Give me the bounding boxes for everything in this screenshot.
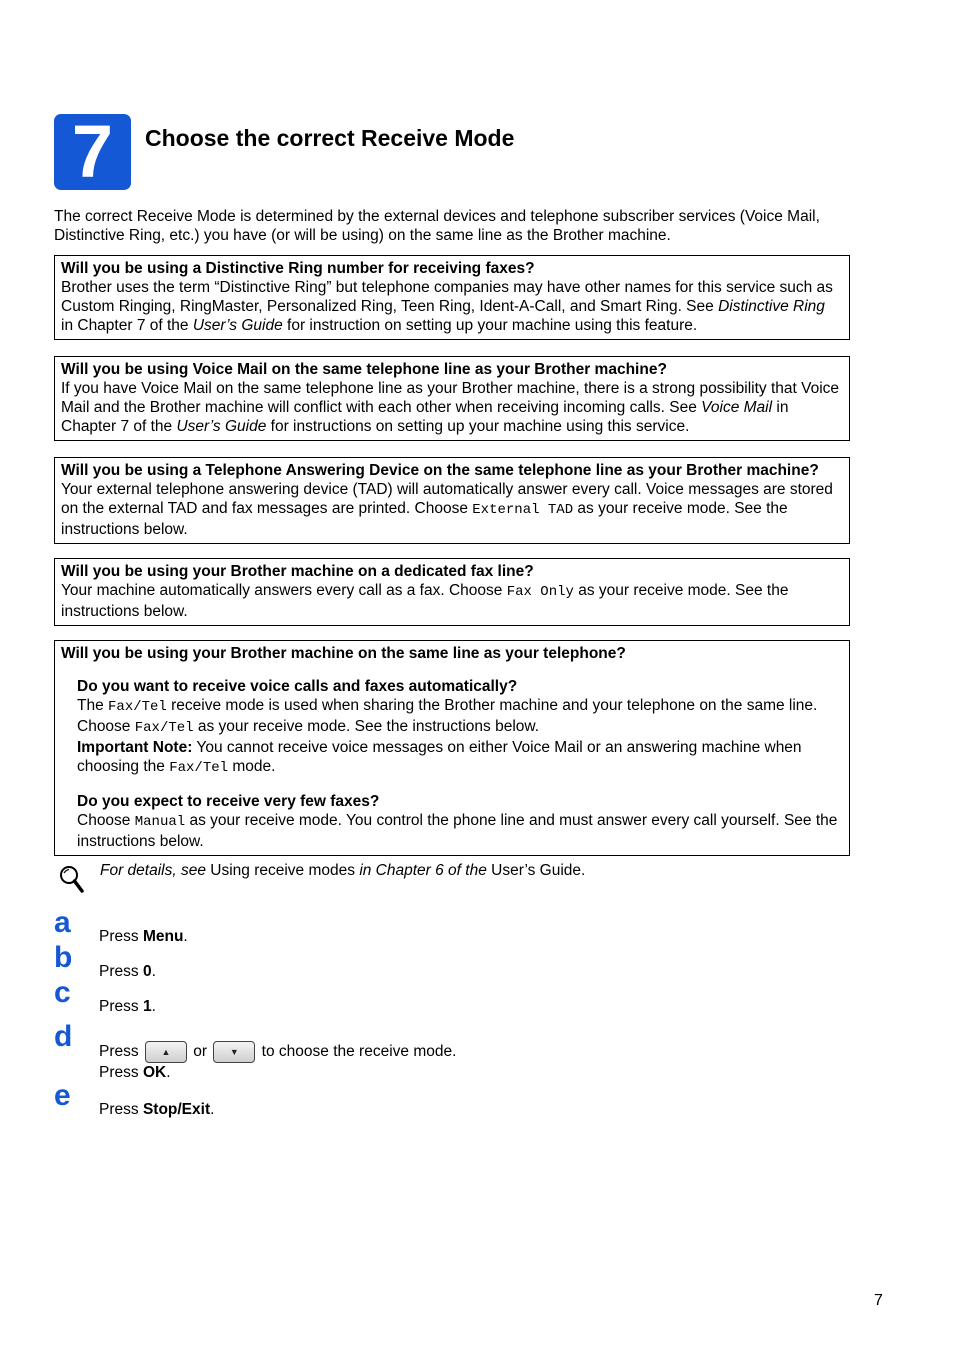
page-number: 7 [874,1292,883,1309]
text-run: Press [99,1064,143,1081]
reference-note-text [100,861,585,880]
dedicated-line-question: Will you be using your Brother machine on a dedicated fax line? [61,563,534,580]
mode-code: Fax Only [506,584,574,600]
intro-paragraph: The correct Receive Mode is determined by the external devices and telephone subscriber services (Voice Mail, Distinctive Ring, etc.) you have (or will be using) on the same line as the Brother machine. [54,208,820,244]
text-run: User’s Guide. [486,862,586,879]
text-run: . [151,963,156,980]
text-run: as your receive mode. See the instructions below. [193,718,540,735]
few-faxes-text [77,811,841,851]
auto-receive-text [77,696,841,738]
text-run: as your receive mode. You control the phone line and must answer every call yourself. See the instructions below. [77,812,838,850]
text-run-italic: User’s Guide [176,418,267,435]
text-run: Your external telephone answering device (TAD) will automatically answer every call. Voice messages are stored on the external TAD and fax messages are printed. Choose [61,481,833,517]
dedicated-line-box [54,558,850,626]
important-label: Important Note: [77,739,193,756]
text-run: You cannot receive voice messages on either Voice Mail or an answering machine when choosing the [77,739,802,775]
text-run: as your receive mode. See the instructions below. [61,582,789,620]
text-run: in Chapter 7 of the [61,317,193,334]
auto-receive-section [61,677,841,851]
step-text [99,1100,214,1119]
distinctive-ring-question: Will you be using a Distinctive Ring number for receiving faxes? [61,260,535,277]
text-run: . [210,1101,215,1118]
step-text [99,997,156,1016]
key-name: Menu [142,928,184,945]
step-text [99,927,188,946]
magnifier-icon [58,864,84,894]
step-number-badge: 7 [54,114,131,190]
text-run-italic: Distinctive Ring [718,298,825,315]
text-run: Brother uses the term “Distinctive Ring” but telephone companies may have other names for this service such as Custom Ringing, RingMaster, Personalized Ring, Teen Ring, Ident-A-Call, and Smart Ring. See [61,279,833,315]
distinctive-ring-text [61,278,841,335]
text-run-italic: User’s Guide [192,317,283,334]
tad-text [61,480,841,539]
mode-code: Fax/Tel [134,720,194,736]
text-run: Your machine automatically answers every call as a fax. Choose [61,582,507,599]
text-run: . [166,1064,171,1081]
text-run: The [77,697,109,714]
step-letter: c [54,976,71,1009]
text-run: Choose [77,812,135,829]
text-run: for instruction on setting up your machine using this feature. [282,317,698,334]
step-letter: e [54,1079,71,1112]
step-letter: b [54,941,73,974]
step-text [99,1041,456,1082]
text-run: receive mode is used when sharing the Brother machine and your telephone on the same line. Choose [77,697,818,735]
text-run-italic: in Chapter 6 of the [359,862,487,879]
step-letter: d [54,1020,73,1053]
mode-code: Manual [134,814,186,830]
text-run: for instructions on setting up your machine using this service. [266,418,690,435]
few-faxes-question: Do you expect to receive very few faxes? [77,793,380,810]
same-line-box [54,640,850,856]
voice-mail-text [61,379,841,436]
text-run: If you have Voice Mail on the same telephone line as your Brother machine, there is a strong possibility that Voice Mail and the Brother machine will conflict with each other when receiving incoming calls. See [61,380,840,416]
text-run: Press [99,928,143,945]
text-run: . [183,928,188,945]
key-name: 1 [142,998,152,1015]
mode-code: External TAD [472,502,574,518]
voice-mail-question: Will you be using Voice Mail on the same telephone line as your Brother machine? [61,361,667,378]
text-run-italic: Voice Mail [701,399,773,416]
text-run: to choose the receive mode. [261,1043,457,1061]
text-run: as your receive mode. See the instructions below. [61,500,788,538]
dedicated-line-text [61,581,841,621]
text-run: in Chapter 7 of the [61,399,789,435]
down-arrow-key-icon: ▼ [213,1041,255,1063]
key-name: 0 [142,963,152,980]
same-line-question: Will you be using your Brother machine on the same line as your telephone? [61,645,626,662]
step-letter: a [54,906,71,939]
mode-code: Fax/Tel [108,699,167,715]
text-run: Press [99,998,143,1015]
tad-question: Will you be using a Telephone Answering Device on the same telephone line as your Brother machine? [61,462,819,479]
step-text [99,962,156,981]
auto-receive-question: Do you want to receive voice calls and faxes automatically? [77,678,518,695]
text-run: Using receive modes [205,862,360,879]
distinctive-ring-box [54,255,850,340]
tad-box [54,457,850,544]
page-title: Choose the correct Receive Mode [145,125,515,151]
key-name: OK [142,1064,167,1081]
mode-code: Fax/Tel [169,760,229,776]
important-note [77,738,841,778]
up-arrow-key-icon: ▲ [145,1041,187,1063]
text-run: . [151,998,156,1015]
text-run: Press [99,963,143,980]
voice-mail-box [54,356,850,441]
text-run: or [193,1043,208,1061]
text-run: Press [99,1043,139,1061]
text-run: Press [99,1101,143,1118]
text-run: mode. [228,758,276,775]
key-name: Stop/Exit [142,1101,211,1118]
text-run-italic: For details, see [100,862,206,879]
